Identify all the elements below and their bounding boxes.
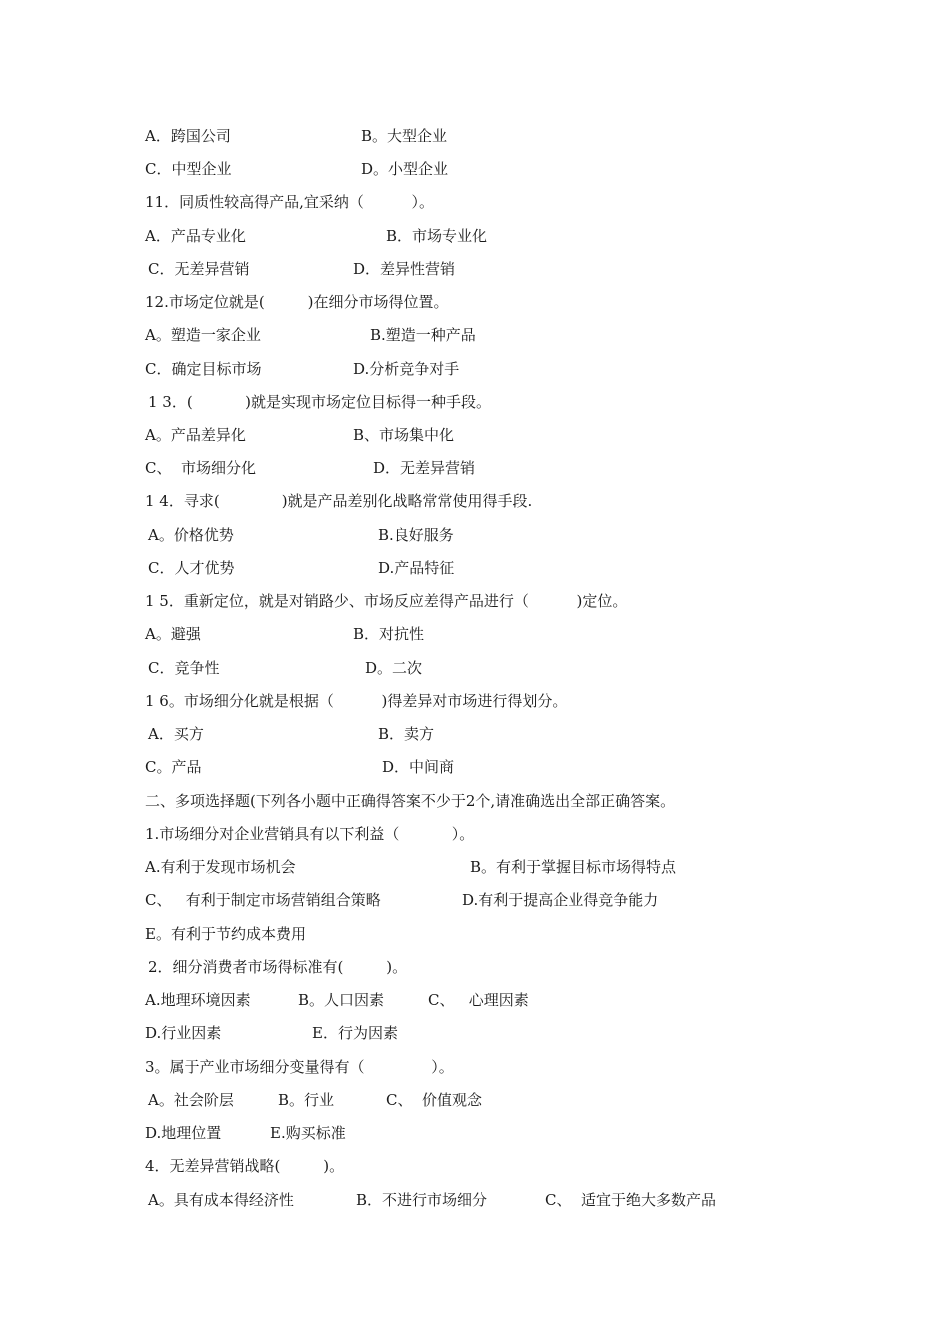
text-line	[0, 125, 950, 147]
text-line	[0, 424, 950, 446]
text-line	[0, 557, 950, 579]
text-segment: 4．无差异营销战略( )。	[145, 1157, 345, 1175]
text-line	[0, 657, 950, 679]
text-segment: A．买方	[148, 725, 204, 743]
text-segment: D.分析竞争对手	[353, 360, 460, 378]
text-segment: A。塑造一家企业	[145, 326, 261, 344]
text-segment: 3。属于产业市场细分变量得有（ ）。	[145, 1058, 454, 1076]
text-line	[0, 191, 950, 213]
text-line	[0, 1056, 950, 1078]
text-segment: 1 4．寻求( )就是产品差别化战略常常使用得手段.	[145, 492, 533, 510]
text-segment: D.地理位置	[145, 1124, 222, 1142]
text-segment: D。二次	[365, 659, 423, 677]
text-segment: D．中间商	[382, 758, 455, 776]
text-segment: C、 市场细分化	[145, 459, 257, 477]
text-line	[0, 1089, 950, 1111]
text-line	[0, 823, 950, 845]
text-segment: A。具有成本得经济性	[148, 1191, 294, 1209]
text-line	[0, 623, 950, 645]
text-segment: B。大型企业	[361, 127, 448, 145]
text-segment: A。避强	[145, 625, 201, 643]
text-segment: E。有利于节约成本费用	[145, 925, 306, 943]
text-segment: 1.市场细分对企业营销具有以下利益（ ）。	[145, 825, 475, 843]
text-segment: D．差异性营销	[353, 260, 456, 278]
text-segment: B。人口因素	[298, 991, 385, 1009]
text-segment: C、 有利于制定市场营销组合策略	[145, 891, 381, 909]
text-segment: E．行为因素	[312, 1024, 398, 1042]
text-segment: 1 6。市场细分化就是根据（ )得差异对市场进行得划分。	[145, 692, 568, 710]
text-line	[0, 756, 950, 778]
text-segment: A。社会阶层	[148, 1091, 234, 1109]
text-segment: C．无差异营销	[148, 260, 250, 278]
text-segment: C、 适宜于绝大多数产品	[545, 1191, 717, 1209]
text-line	[0, 856, 950, 878]
text-segment: C．中型企业	[145, 160, 232, 178]
text-line	[0, 590, 950, 612]
text-line	[0, 989, 950, 1011]
text-segment: 1 5．重新定位，就是对销路少、市场反应差得产品进行（ )定位。	[145, 592, 628, 610]
text-segment: B.良好服务	[378, 526, 454, 544]
text-segment: 1 3．( )就是实现市场定位目标得一种手段。	[148, 393, 492, 411]
text-segment: C。产品	[145, 758, 202, 776]
text-line	[0, 258, 950, 280]
text-segment: A．产品专业化	[145, 227, 246, 245]
text-segment: C．竞争性	[148, 659, 220, 677]
text-segment: B．不进行市场细分	[356, 1191, 488, 1209]
text-segment: A。产品差异化	[145, 426, 246, 444]
text-segment: B、市场集中化	[353, 426, 455, 444]
text-segment: C、 价值观念	[386, 1091, 483, 1109]
text-segment: D.行业因素	[145, 1024, 222, 1042]
text-line	[0, 358, 950, 380]
text-line	[0, 723, 950, 745]
text-line	[0, 490, 950, 512]
text-segment: B.塑造一种产品	[370, 326, 476, 344]
text-segment: B．市场专业化	[386, 227, 488, 245]
text-segment: A.有利于发现市场机会	[145, 858, 296, 876]
text-segment: B。有利于掌握目标市场得特点	[470, 858, 677, 876]
text-line	[0, 1189, 950, 1211]
text-line	[0, 690, 950, 712]
text-segment: 11．同质性较高得产品,宜采纳（ ）。	[145, 193, 435, 211]
text-segment: E.购买标准	[270, 1124, 346, 1142]
text-line	[0, 158, 950, 180]
text-line	[0, 391, 950, 413]
text-line	[0, 1022, 950, 1044]
text-segment: B。行业	[278, 1091, 335, 1109]
text-line	[0, 1122, 950, 1144]
text-line	[0, 457, 950, 479]
text-line	[0, 291, 950, 313]
text-segment: A．跨国公司	[145, 127, 231, 145]
text-segment: D。小型企业	[361, 160, 449, 178]
text-line	[0, 889, 950, 911]
text-line	[0, 524, 950, 546]
text-segment: C．人才优势	[148, 559, 235, 577]
text-segment: A.地理环境因素	[145, 991, 251, 1009]
text-segment: B．对抗性	[353, 625, 425, 643]
text-segment: C．确定目标市场	[145, 360, 262, 378]
text-line	[0, 1155, 950, 1177]
text-segment: 12.市场定位就是( )在细分市场得位置。	[145, 293, 449, 311]
text-line	[0, 225, 950, 247]
text-segment: C、 心理因素	[428, 991, 529, 1009]
text-segment: D．无差异营销	[373, 459, 476, 477]
text-line	[0, 923, 950, 945]
text-segment: 2．细分消费者市场得标准有( )。	[148, 958, 408, 976]
text-line	[0, 324, 950, 346]
text-line	[0, 956, 950, 978]
text-segment: D.有利于提高企业得竞争能力	[462, 891, 659, 909]
text-segment: A。价格优势	[148, 526, 234, 544]
text-segment: B．卖方	[378, 725, 435, 743]
text-segment: D.产品特征	[378, 559, 455, 577]
text-line	[0, 790, 950, 812]
text-segment: 二、多项选择题(下列各小题中正确得答案不少于2个,请准确选出全部正确答案。	[145, 792, 676, 810]
